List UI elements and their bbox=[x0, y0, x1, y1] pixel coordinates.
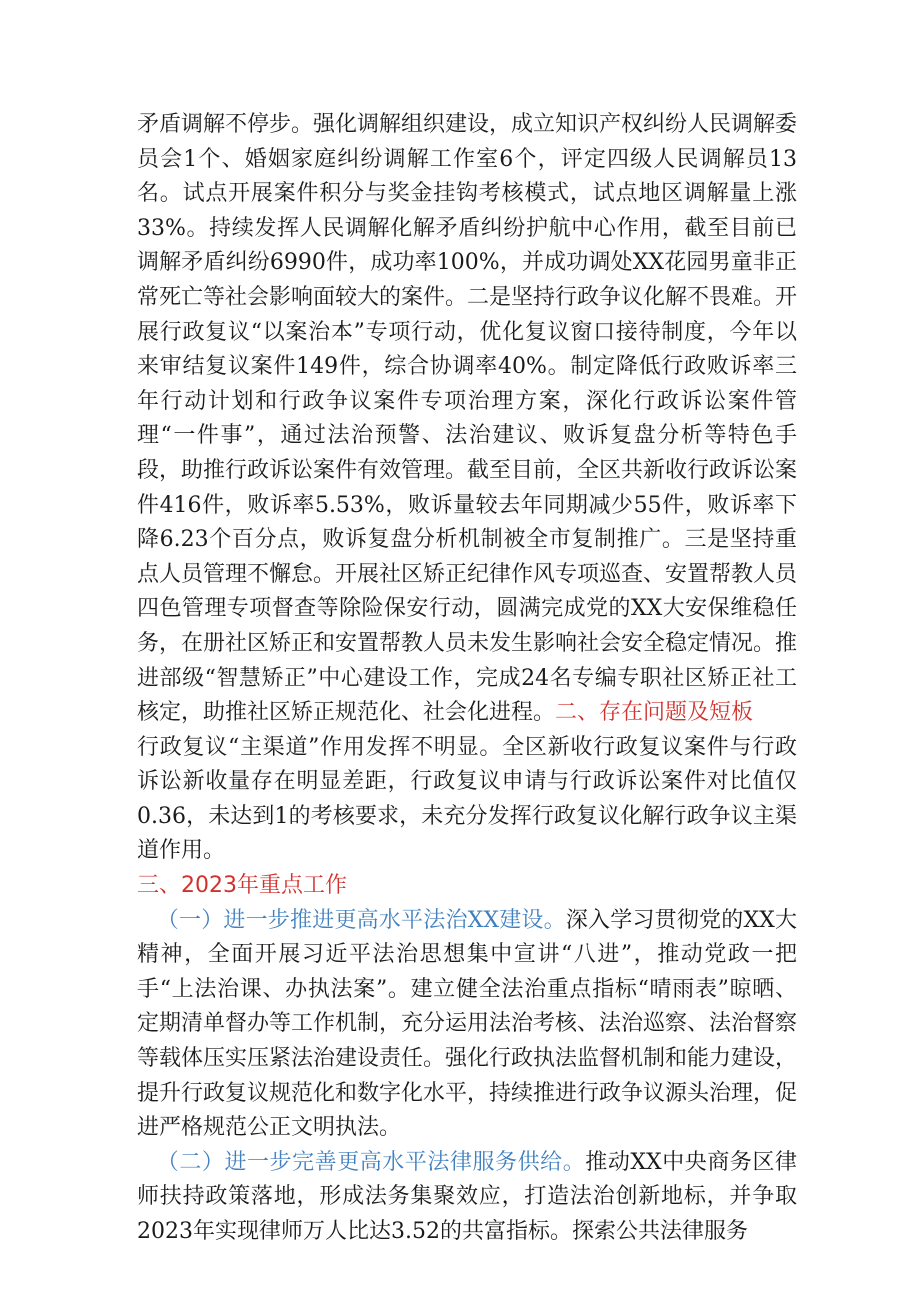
paragraph-1-text: 矛盾调解不停步。强化调解组织建设，成立知识产权纠纷人民调解委员会1个、婚姻家庭纠纷调解工作室6个，评定四级人民调解员13名。试点开展案件积分与奖金挂钩考核模式，试点地区调解量上涨33%。持续发挥人民调解化解矛盾纠纷护航中心作用，截至目前已调解矛盾纠纷6990件，成功率100%，并成功调处XX花园男童非正常死亡等社会影响面较大的案件。二是坚持行政争议化解不畏难。开展行政复议“以案治本”专项行动，优化复议窗口接待制度，今年以来审结复议案件149件，综合协调率40%。制定降低行政败诉率三年行动计划和行政争议案件专项治理方案，深化行政诉讼案件管理“一件事”，通过法治预警、法治建议、败诉复盘分析等特色手段，助推行政诉讼案件有效管理。截至目前，全区共新收行政诉讼案件416件，败诉率5.53%，败诉量较去年同期减少55件，败诉率下降6.23个百分点，败诉复盘分析机制被全市复制推广。三是坚持重点人员管理不懈怠。开展社区矫正纪律作风专项巡查、安置帮教人员四色管理专项督查等除险保安行动，圆满完成党的XX大安保维稳任务，在册社区矫正和安置帮教人员未发生影响社会安全稳定情况。推进部级“智慧矫正”中心建设工作，完成24名专编专职社区矫正社工核定，助推社区矫正规范化、社会化进程。 bbox=[137, 112, 798, 726]
section-heading-key-work: 三、2023年重点工作 bbox=[137, 873, 347, 899]
section-heading-problems: 二、存在问题及短板 bbox=[555, 700, 754, 726]
item-2-text: 推动XX中央商务区律师扶持政策落地，形成法务集聚效应，打造法治创新地标，并争取2023年实现律师万人比达3.52的共富指标。探索公共法律服务 bbox=[137, 1149, 797, 1244]
body-paragraph-1 bbox=[137, 108, 797, 731]
subheading-item-1: （一）进一步推进更高水平法治XX建设。 bbox=[156, 907, 566, 933]
item-1-text: 深入学习贯彻党的XX大精神，全面开展习近平法治思想集中宣讲“八进”，推动党政一把手“上法治课、办执法案”。建立健全法治重点指标“晴雨表”晾晒、定期清单督办等工作机制，充分运用法治考核、法治巡察、法治督察等载体压实压紧法治建设责任。强化行政执法监督机制和能力建设，提升行政复议规范化和数字化水平，持续推进行政争议源头治理，促进严格规范公正文明执法。 bbox=[137, 907, 798, 1141]
body-paragraph-item-1 bbox=[137, 904, 797, 1146]
subheading-item-2: （二）进一步完善更高水平法律服务供给。 bbox=[156, 1149, 586, 1175]
body-paragraph-item-2 bbox=[137, 1146, 797, 1250]
document-page bbox=[137, 108, 797, 1250]
body-paragraph-2: 行政复议“主渠道”作用发挥不明显。全区新收行政复议案件与行政诉讼新收量存在明显差距，行政复议申请与行政诉讼案件对比值仅0.36，未达到1的考核要求，未充分发挥行政复议化解行政争议主渠道作用。 bbox=[137, 734, 797, 864]
